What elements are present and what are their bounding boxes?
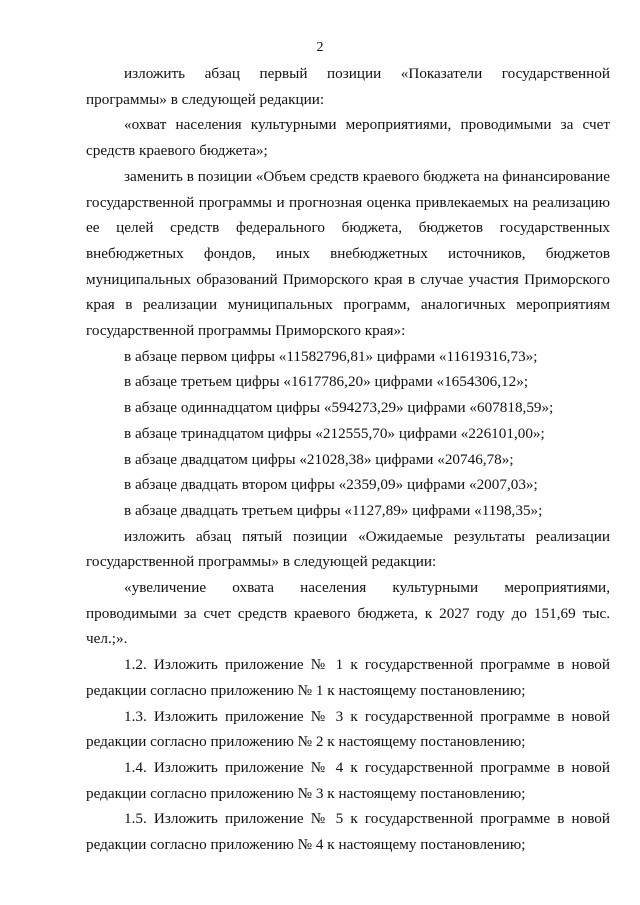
paragraph-amend-11: в абзаце одиннадцатом цифры «594273,29» цифрами «607818,59»; (124, 399, 554, 417)
page-number: 2 (316, 40, 324, 55)
paragraph-item-1-3: 1.3. Изложить приложение № 3 к государственной программе в новой редакции согласно приложению № 2 к настоящему постановлению; (86, 707, 610, 751)
paragraph-replace-funding: заменить в позиции «Объем средств краевого бюджета на финансирование государственной программы и прогнозная оценка привлекаемых на реализацию ее целей средств федерального бюджета, бюджетов государственных внебюджетных фондов, иных внебюджетных источников, бюджетов муниципальных образований Приморского края в случае участия Приморского края в реализации муниципальных программ, аналогичных мероприятиям государственной программы Приморского края»: (86, 167, 610, 340)
paragraph-indicator-text: «охват населения культурными мероприятиями, проводимыми за счет средств краевого бюджета»; (86, 116, 610, 160)
paragraph-item-1-5: 1.5. Изложить приложение № 5 к государственной программе в новой редакции согласно приложению № 4 к настоящему постановлению; (86, 810, 610, 854)
paragraph-amend-1: в абзаце первом цифры «11582796,81» цифрами «11619316,73»; (124, 347, 538, 365)
paragraph-expected-results: изложить абзац пятый позиции «Ожидаемые результаты реализации государственной программы» в следующей редакции: (86, 527, 610, 571)
document-body (86, 61, 610, 858)
paragraph-item-1-2: 1.2. Изложить приложение № 1 к государственной программе в новой редакции согласно приложению № 1 к настоящему постановлению; (86, 656, 610, 699)
paragraph-amend-22: в абзаце двадцать втором цифры «2359,09» цифрами «2007,03»; (124, 476, 538, 494)
paragraph-amend-20: в абзаце двадцатом цифры «21028,38» цифрами «20746,78»; (124, 450, 514, 468)
paragraph-item-1-4: 1.4. Изложить приложение № 4 к государственной программе в новой редакции согласно приложению № 3 к настоящему постановлению; (86, 758, 610, 802)
paragraph-amend-23: в абзаце двадцать третьем цифры «1127,89» цифрами «1198,35»; (124, 501, 543, 519)
paragraph-amend-3: в абзаце третьем цифры «1617786,20» цифрами «1654306,12»; (124, 373, 529, 391)
paragraph-show-indicators: изложить абзац первый позиции «Показатели государственной программы» в следующей редакции: (86, 65, 610, 108)
paragraph-expected-results-text: «увеличение охвата населения культурными мероприятиями, проводимыми за счет средств краевого бюджета, к 2027 году до 151,69 тыс. чел.;». (86, 579, 610, 648)
paragraph-amend-13: в абзаце тринадцатом цифры «212555,70» цифрами «226101,00»; (124, 424, 545, 442)
